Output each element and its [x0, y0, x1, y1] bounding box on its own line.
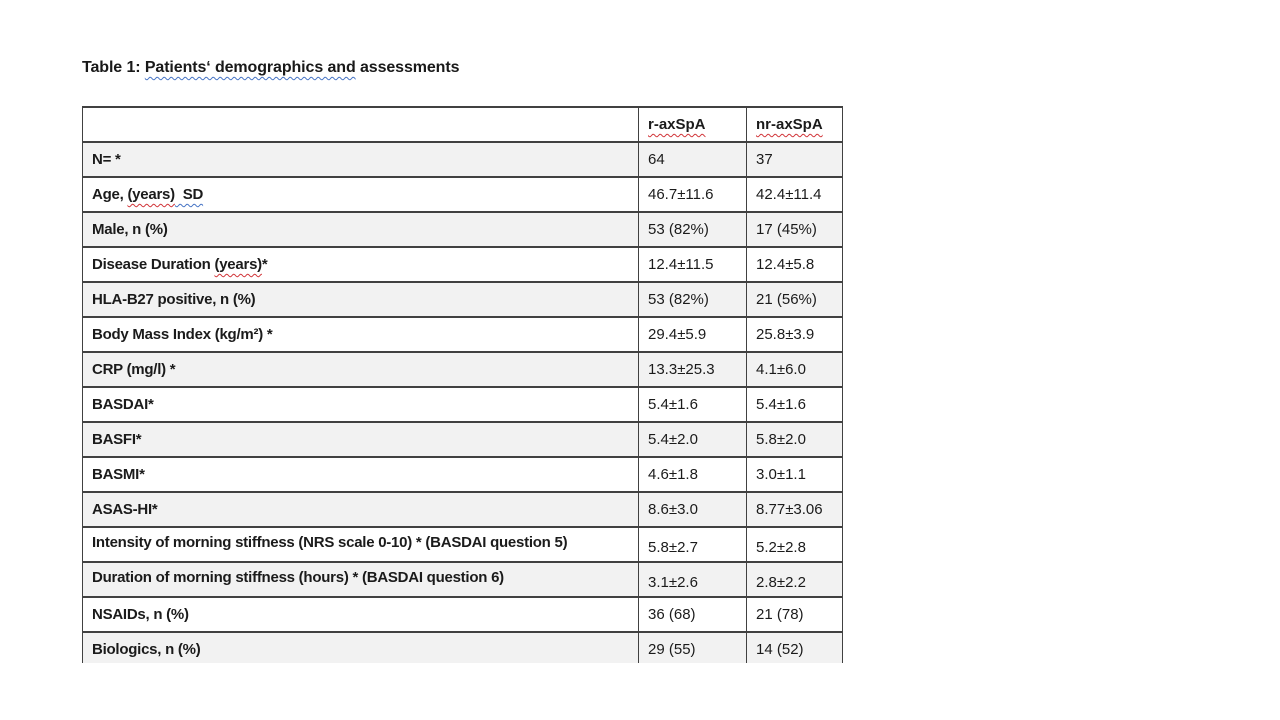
- row-label-text: Biologics, n (%): [92, 641, 201, 658]
- row-label-text: BASDAI*: [92, 396, 154, 413]
- nr-axspa-value: 8.77±3.06: [747, 492, 843, 527]
- table-row: [83, 317, 843, 352]
- row-label-text: Disease Duration: [92, 256, 215, 273]
- table-row: [83, 247, 843, 282]
- caption-prefix: Table 1:: [82, 59, 145, 76]
- row-label-text: Body Mass Index (kg/m²) *: [92, 326, 273, 343]
- row-label: [83, 422, 639, 457]
- r-axspa-value: 46.7±11.6: [639, 177, 747, 212]
- nr-axspa-value: 21 (78): [747, 597, 843, 632]
- row-label: [83, 527, 639, 562]
- nr-axspa-value: 25.8±3.9: [747, 317, 843, 352]
- r-axspa-value: 53 (82%): [639, 282, 747, 317]
- column-header-r-axspa: r-axSpA: [639, 107, 747, 142]
- nr-axspa-value: 21 (56%): [747, 282, 843, 317]
- caption-suffix: assessments: [355, 59, 460, 76]
- row-label-text: N= *: [92, 151, 121, 168]
- table-row: [83, 422, 843, 457]
- r-axspa-value: 53 (82%): [639, 212, 747, 247]
- table-row: [83, 562, 843, 597]
- nr-axspa-value: 42.4±11.4: [747, 177, 843, 212]
- row-label: [83, 632, 639, 663]
- nr-axspa-value: 12.4±5.8: [747, 247, 843, 282]
- row-label-text: Age,: [92, 186, 128, 203]
- row-label: [83, 317, 639, 352]
- nr-axspa-value: 5.4±1.6: [747, 387, 843, 422]
- table-caption: [82, 59, 459, 77]
- r-axspa-value: 64: [639, 142, 747, 177]
- row-label: [83, 352, 639, 387]
- row-label-spellcheck-segment: (years): [214, 256, 262, 273]
- nr-axspa-value: 2.8±2.2: [747, 562, 843, 597]
- nr-axspa-value: 14 (52): [747, 632, 843, 663]
- table-row: [83, 527, 843, 562]
- r-axspa-value: 29.4±5.9: [639, 317, 747, 352]
- demographics-table-container: [82, 106, 844, 663]
- column-header-nr-axspa: nr-axSpA: [747, 107, 843, 142]
- column-header-empty: [83, 107, 639, 142]
- table-row: [83, 282, 843, 317]
- r-axspa-value: 5.4±1.6: [639, 387, 747, 422]
- header-row: [83, 107, 843, 142]
- r-axspa-value: 29 (55): [639, 632, 747, 663]
- r-axspa-value: 5.8±2.7: [639, 527, 747, 562]
- nr-axspa-value: 3.0±1.1: [747, 457, 843, 492]
- row-label: [83, 387, 639, 422]
- table-row: [83, 457, 843, 492]
- r-axspa-value: 4.6±1.8: [639, 457, 747, 492]
- table-row: [83, 492, 843, 527]
- row-label-text: *: [261, 256, 268, 273]
- row-label-text: ASAS-HI*: [92, 501, 158, 518]
- table-row: [83, 632, 843, 663]
- row-label: [83, 457, 639, 492]
- table-body: [83, 142, 843, 663]
- nr-axspa-value: 37: [747, 142, 843, 177]
- row-label: [83, 282, 639, 317]
- r-axspa-value: 5.4±2.0: [639, 422, 747, 457]
- r-axspa-value: 12.4±11.5: [639, 247, 747, 282]
- caption-spellcheck-segment: Patients‘ demographics and: [144, 59, 356, 76]
- row-label-text: CRP (mg/l) *: [92, 361, 176, 378]
- r-axspa-value: 36 (68): [639, 597, 747, 632]
- table-row: [83, 142, 843, 177]
- row-label: [83, 142, 639, 177]
- row-label: [83, 597, 639, 632]
- nr-axspa-value: 4.1±6.0: [747, 352, 843, 387]
- row-label-text: Duration of morning stiffness (hours) * (BASDAI question 6): [92, 569, 504, 586]
- row-label-text: Male, n (%): [92, 221, 168, 238]
- row-label-spellcheck-segment: (years): [127, 186, 175, 203]
- row-label-text: BASMI*: [92, 466, 145, 483]
- row-label-text: BASFI*: [92, 431, 142, 448]
- nr-axspa-value: 5.8±2.0: [747, 422, 843, 457]
- nr-axspa-value: 5.2±2.8: [747, 527, 843, 562]
- table-row: [83, 387, 843, 422]
- row-label-text: HLA-B27 positive, n (%): [92, 291, 256, 308]
- row-label: [83, 247, 639, 282]
- r-axspa-value: 13.3±25.3: [639, 352, 747, 387]
- table-row: [83, 212, 843, 247]
- table-row: [83, 352, 843, 387]
- row-label: [83, 492, 639, 527]
- row-label: [83, 177, 639, 212]
- nr-axspa-value: 17 (45%): [747, 212, 843, 247]
- row-label-spellcheck-segment: SD: [174, 186, 204, 203]
- row-label: [83, 562, 639, 597]
- r-axspa-value: 8.6±3.0: [639, 492, 747, 527]
- row-label-text: Intensity of morning stiffness (NRS scale 0-10) * (BASDAI question 5): [92, 534, 568, 551]
- table-row: [83, 177, 843, 212]
- row-label: [83, 212, 639, 247]
- table-row: [83, 597, 843, 632]
- row-label-text: NSAIDs, n (%): [92, 606, 189, 623]
- demographics-table: [82, 106, 843, 663]
- r-axspa-value: 3.1±2.6: [639, 562, 747, 597]
